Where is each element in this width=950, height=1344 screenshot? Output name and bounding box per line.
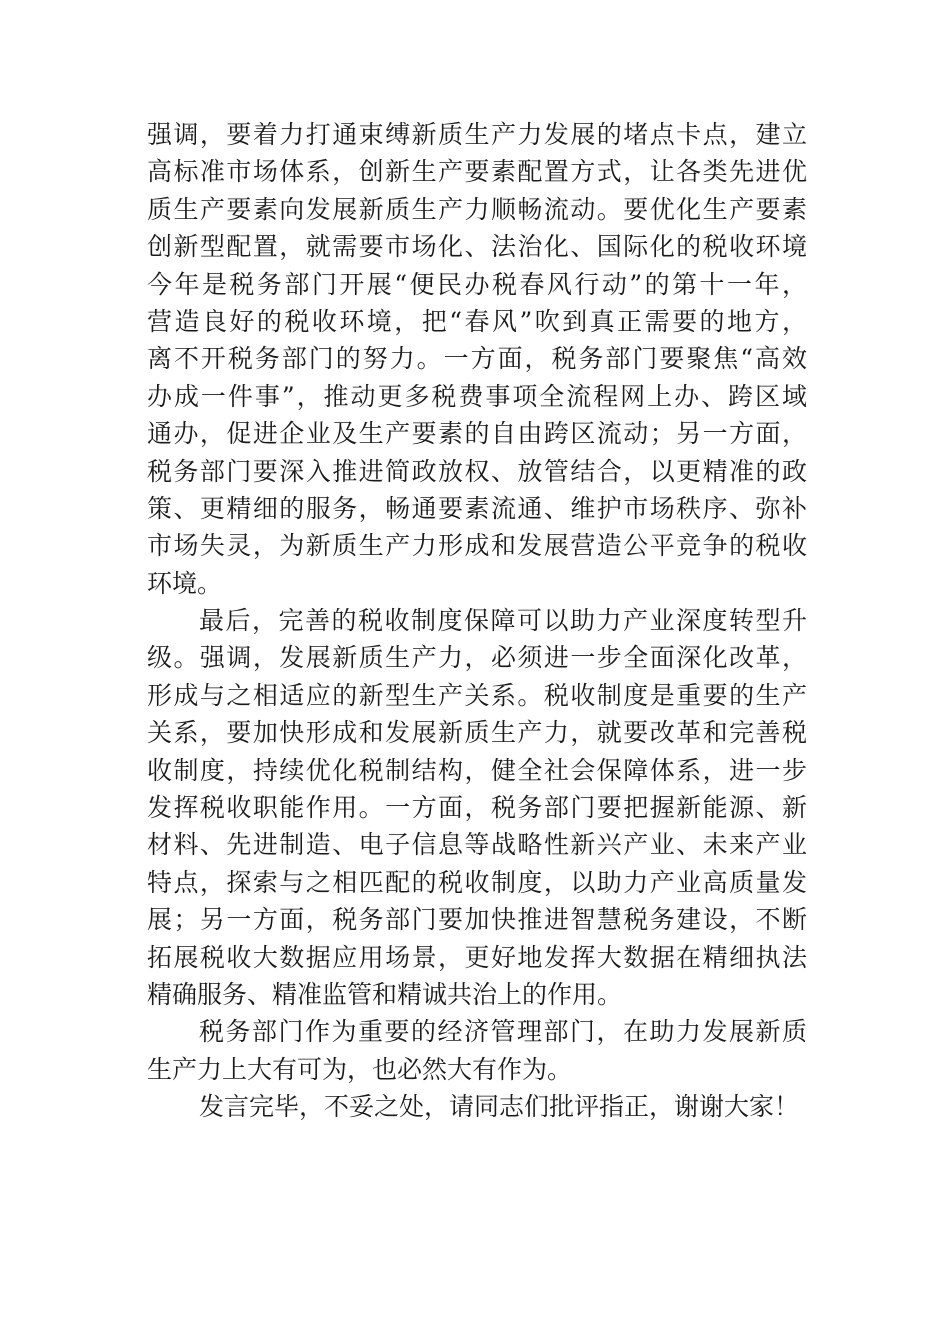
text-line: 策、更精细的服务，畅通要素流通、维护市场秩序、弥补 <box>147 493 807 523</box>
text-line: 拓展税收大数据应用场景，更好地发挥大数据在精细执法 <box>147 942 807 972</box>
text-line: 税务部门作为重要的经济管理部门，在助力发展新质 <box>199 1017 807 1047</box>
paragraph <box>147 602 807 1013</box>
text-line: 特点，探索与之相匹配的税收制度，以助力产业高质量发 <box>147 867 807 897</box>
paragraph <box>147 1088 807 1125</box>
text-line: 强调，要着力打通束缚新质生产力发展的堵点卡点，建立 <box>147 120 807 149</box>
text-line: 级。强调，发展新质生产力，必须进一步全面深化改革， <box>147 643 807 673</box>
document-body <box>147 116 807 1126</box>
paragraph <box>147 116 807 602</box>
text-line: 发言完毕，不妥之处，请同志们批评指正，谢谢大家！ <box>199 1092 800 1122</box>
text-line: 关系，要加快形成和发展新质生产力，就要改革和完善税 <box>147 718 807 748</box>
text-line: 精确服务、精准监管和精诚共治上的作用。 <box>147 979 623 1009</box>
text-line: 办成一件事”，推动更多税费事项全流程网上办、跨区域 <box>147 381 807 411</box>
text-line: 形成与之相适应的新型生产关系。税收制度是重要的生产 <box>147 680 807 710</box>
text-line: 展；另一方面，税务部门要加快推进智慧税务建设，不断 <box>147 905 807 935</box>
paragraph <box>147 1013 807 1088</box>
text-line: 材料、先进制造、电子信息等战略性新兴产业、未来产业 <box>147 830 807 860</box>
text-line: 通办，促进企业及生产要素的自由跨区流动；另一方面， <box>147 419 807 449</box>
text-line: 质生产要素向发展新质生产力顺畅流动。要优化生产要素 <box>147 194 807 224</box>
text-line: 营造良好的税收环境，把“春风”吹到真正需要的地方， <box>147 306 807 336</box>
text-line: 离不开税务部门的努力。一方面，税务部门要聚焦“高效 <box>147 344 807 374</box>
text-line: 收制度，持续优化税制结构，健全社会保障体系，进一步 <box>147 755 807 785</box>
text-line: 市场失灵，为新质生产力形成和发展营造公平竞争的税收 <box>147 531 807 561</box>
text-line: 发挥税收职能作用。一方面，税务部门要把握新能源、新 <box>147 793 807 823</box>
text-line: 高标准市场体系，创新生产要素配置方式，让各类先进优 <box>147 157 807 187</box>
text-line: 最后，完善的税收制度保障可以助力产业深度转型升 <box>199 606 807 636</box>
text-line: 环境。 <box>147 568 223 598</box>
text-line: 今年是税务部门开展“便民办税春风行动”的第十一年， <box>147 269 807 299</box>
text-line: 创新型配置，就需要市场化、法治化、国际化的税收环境 <box>147 232 807 262</box>
text-line: 税务部门要深入推进简政放权、放管结合，以更精准的政 <box>147 456 807 486</box>
text-line: 生产力上大有可为，也必然大有作为。 <box>147 1054 573 1084</box>
